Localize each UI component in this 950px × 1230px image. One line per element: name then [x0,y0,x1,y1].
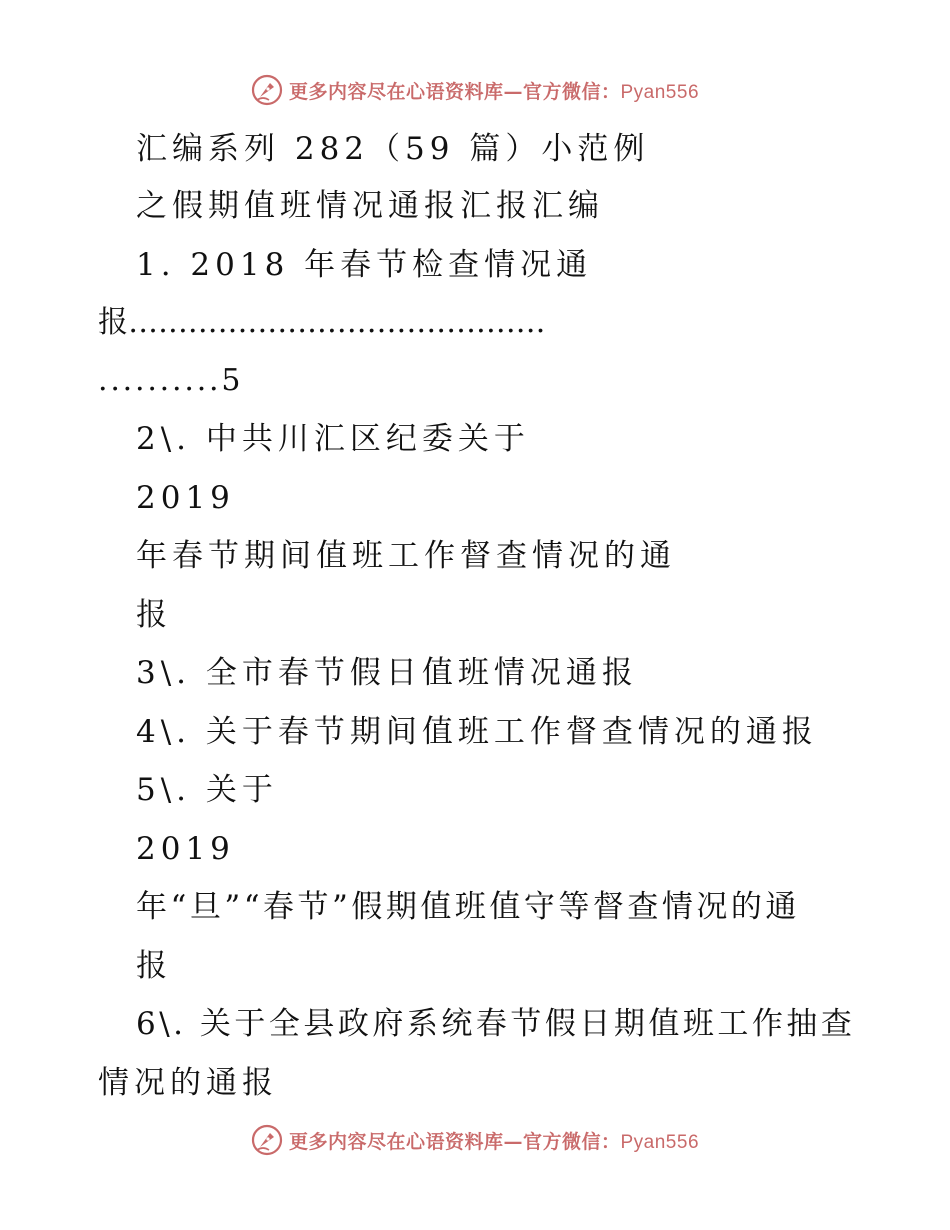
toc-entry-5: 5\. 关于 [136,772,278,808]
pen-nib-logo-icon [251,1124,283,1156]
banner-title: 更多内容尽在心语资料库—官方微信： [288,1130,621,1153]
header-banner-inner [251,74,699,106]
banner-text [289,77,699,104]
toc-entry-2-end: 报 [136,597,172,633]
toc-entry-5-end: 报 [136,948,172,984]
toc-entry-2-year: 2019 [136,480,235,516]
banner-text [289,1127,699,1154]
toc-entry-1-leader: 报.......................................... [98,305,546,340]
toc-entry-6: 6\. 关于全县政府系统春节假日期值班工作抽查 [136,1006,856,1042]
toc-entry-2: 2\. 中共川汇区纪委关于 [136,421,530,457]
toc-entry-4: 4\. 关于春节期间值班工作督查情况的通报 [136,714,818,750]
wechat-id: Pyan556 [620,1131,700,1153]
header-banner [0,70,950,110]
wechat-id: Pyan556 [620,81,700,103]
footer-banner [0,1120,950,1160]
toc-entry-5-year: 2019 [136,831,235,867]
toc-entry-5-cont: 年“旦”“春节”假期值班值守等督查情况的通 [136,889,800,925]
toc-entry-2-cont: 年春节期间值班工作督查情况的通 [136,538,676,574]
banner-title: 更多内容尽在心语资料库—官方微信： [288,80,621,103]
toc-entry-1: 1. 2018 年春节检查情况通 [136,247,593,283]
doc-title-line-2: 之假期值班情况通报汇报汇编 [136,188,604,224]
toc-entry-6-cont: 情况的通报 [98,1065,278,1101]
toc-entry-3: 3\. 全市春节假日值班情况通报 [136,655,638,691]
doc-title-line-1: 汇编系列 282（59 篇）小范例 [136,131,650,167]
toc-entry-1-page: ..........5 [98,363,244,398]
footer-banner-inner [251,1124,699,1156]
pen-nib-logo-icon [251,74,283,106]
